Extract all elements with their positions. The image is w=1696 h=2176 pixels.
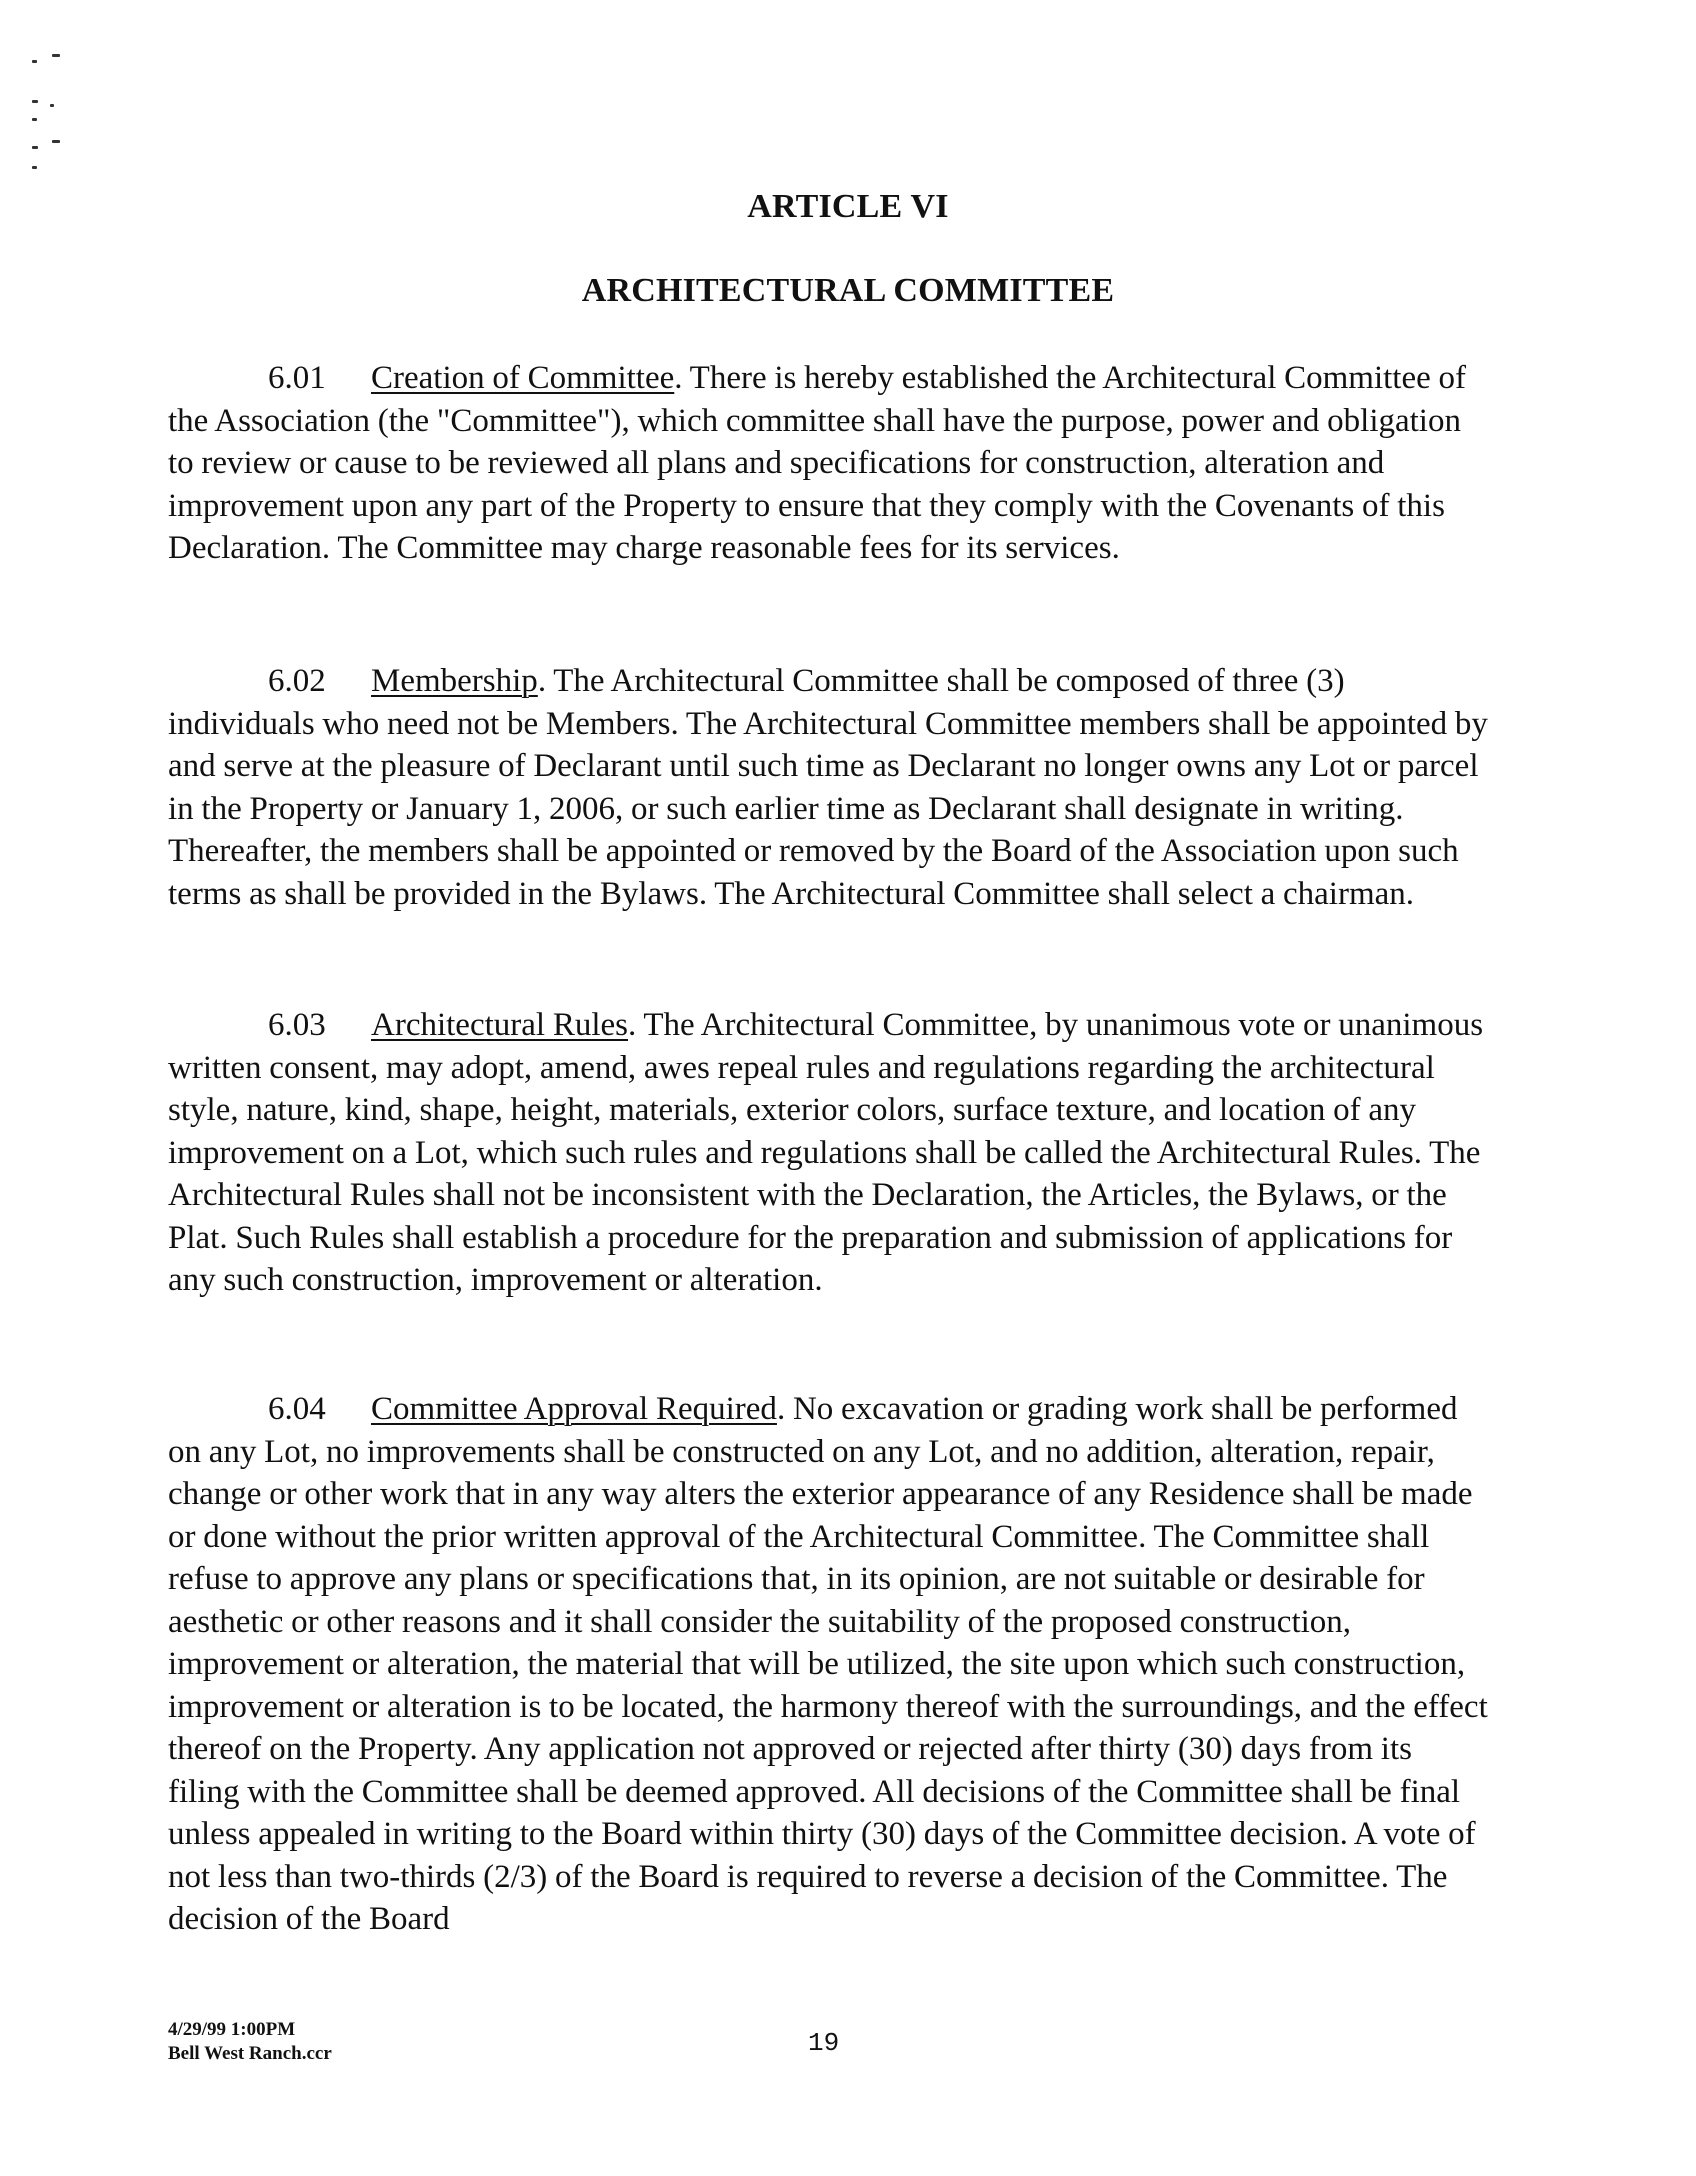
footer-timestamp: 4/29/99 1:00PM xyxy=(168,2019,296,2040)
section-number: 6.04 xyxy=(268,1391,326,1427)
section-number: 6.01 xyxy=(268,360,326,396)
section-paragraph xyxy=(168,1388,1488,1941)
section-heading: Architectural Rules xyxy=(371,1007,628,1043)
footer-filename: Bell West Ranch.ccr xyxy=(168,2043,332,2064)
scan-mark xyxy=(50,104,54,107)
article-title: ARCHITECTURAL COMMITTEE xyxy=(581,272,1115,309)
scan-mark xyxy=(32,166,37,169)
scan-mark xyxy=(32,118,37,121)
scan-mark xyxy=(32,60,37,63)
section-paragraph xyxy=(168,1004,1488,1302)
section-body: . The Architectural Committee shall be composed of three (3) individuals who need not be Members. The Architectural Committee members shall be appointed by and serve at the pleasure of Declarant until such time as Declarant no longer owns any Lot or parcel in the Property or January 1, 2006, or such earlier time as Declarant shall designate in writing. Thereafter, the members shall be appointed or removed by the Board of the Association upon such terms as shall be provided in the Bylaws. The Architectural Committee shall select a chairman. xyxy=(168,663,1488,912)
page-number: 19 xyxy=(808,2028,840,2058)
footer-info xyxy=(168,2018,332,2066)
article-number: ARTICLE VI xyxy=(747,188,949,225)
section-paragraph xyxy=(168,357,1488,570)
section-heading: Creation of Committee xyxy=(371,360,675,396)
section-number: 6.03 xyxy=(268,1007,326,1043)
scan-margin-marks xyxy=(30,48,70,178)
scan-mark xyxy=(32,146,38,149)
section-body: . There is hereby established the Architectural Committee of the Association (the "Committee"), which committee shall have the purpose, power and obligation to review or cause to be reviewed all plans and specifications for construction, alteration and improvement upon any part of the Property to ensure that they comply with the Covenants of this Declaration. The Committee may charge reasonable fees for its services. xyxy=(168,360,1467,566)
section-body: . No excavation or grading work shall be performed on any Lot, no improvements shall be constructed on any Lot, and no addition, alteration, repair, change or other work that in any way alters the exterior appearance of any Residence shall be made or done without the prior written approval of the Architectural Committee. The Committee shall refuse to approve any plans or specifications that, in its opinion, are not suitable or desirable for aesthetic or other reasons and it shall consider the suitability of the proposed construction, improvement or alteration, the material that will be utilized, the site upon which such construction, improvement or alteration is to be located, the harmony thereof with the surroundings, and the effect thereof on the Property. Any application not approved or rejected after thirty (30) days from its filing with the Committee shall be deemed approved. All decisions of the Committee shall be final unless appealed in writing to the Board within thirty (30) days of the Committee decision. A vote of not less than two-thirds (2/3) of the Board is required to reverse a decision of the Committee. The decision of the Board xyxy=(168,1391,1488,1937)
scan-mark xyxy=(52,54,60,57)
section-heading: Committee Approval Required xyxy=(371,1391,777,1427)
section-number: 6.02 xyxy=(268,663,326,699)
scan-mark xyxy=(52,140,60,143)
scan-mark xyxy=(32,100,38,103)
section-heading: Membership xyxy=(371,663,538,699)
section-body: . The Architectural Committee, by unanimous vote or unanimous written consent, may adopt, amend, awes repeal rules and regulations regarding the architectural style, nature, kind, shape, height, materials, exterior colors, surface texture, and location of any improvement on a Lot, which such rules and regulations shall be called the Architectural Rules. The Architectural Rules shall not be inconsistent with the Declaration, the Articles, the Bylaws, or the Plat. Such Rules shall establish a procedure for the preparation and submission of applications for any such construction, improvement or alteration. xyxy=(168,1007,1484,1298)
section-paragraph xyxy=(168,660,1488,915)
